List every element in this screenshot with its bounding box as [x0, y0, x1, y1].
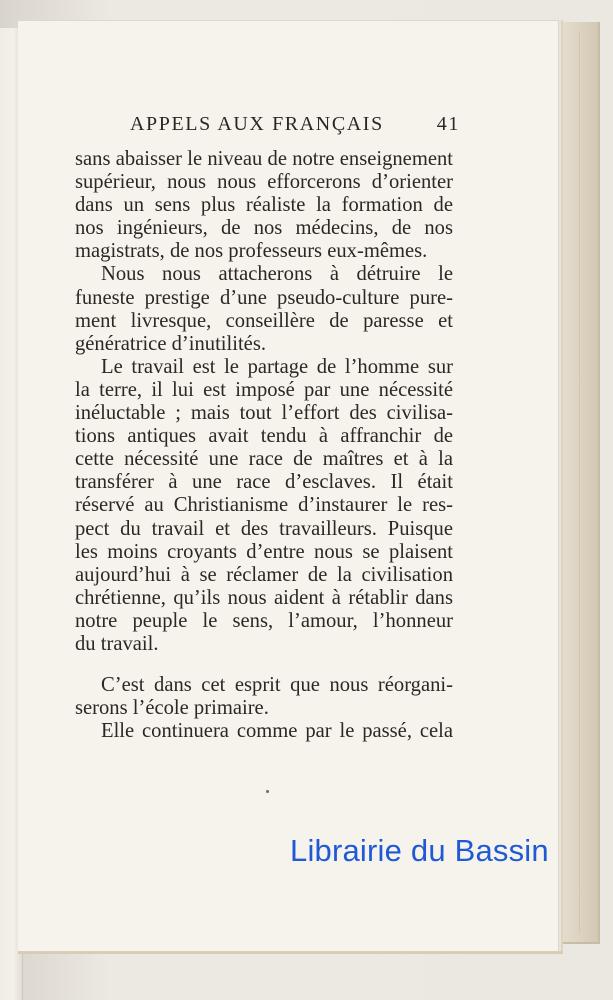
paragraph-3 [75, 356, 453, 656]
text-line: du travail. [75, 632, 159, 655]
text-line: notre peuple le sens, l’amour, l’honneur [75, 609, 453, 632]
printer-dot [266, 790, 269, 793]
text-line: Nous nous attacherons à détruire le [101, 263, 453, 286]
running-title: APPELS AUX FRANÇAIS [130, 113, 384, 135]
text-line: les moins croyants d’entre nous se plaisent [75, 540, 453, 563]
text-line: Elle continuera comme par le passé, cela [101, 720, 453, 743]
running-header [130, 113, 460, 136]
paragraph-1 [75, 148, 453, 263]
text-line: chrétienne, qu’ils nous aident à rétablir dans [75, 586, 453, 609]
text-line: nos ingénieurs, de nos médecins, de nos [75, 217, 453, 240]
text-line: magistrats, de nos professeurs eux-mêmes. [75, 240, 428, 263]
text-line: réservé au Christianisme d’instaurer le res- [75, 494, 453, 517]
paragraph-5 [75, 720, 453, 743]
watermark-text: Librairie du Bassin [290, 833, 549, 868]
text-line: supérieur, nous nous efforcerons d’orienter [75, 171, 453, 194]
text-line: serons l’école primaire. [75, 697, 269, 720]
text-line: aujourd’hui à se réclamer de la civilisation [75, 563, 453, 586]
text-line: cette nécessité une race de maîtres et à la [75, 448, 453, 471]
page-number: 41 [436, 113, 460, 135]
paragraph-4 [75, 674, 453, 720]
text-line: pect du travail et des travailleurs. Puisque [75, 517, 453, 540]
text-line: inéluctable ; mais tout l’effort des civilisa- [75, 402, 453, 425]
text-line: ment livresque, conseillère de paresse et [75, 309, 453, 332]
text-line: la terre, il lui est imposé par une nécessité [75, 378, 453, 401]
text-line: funeste prestige d’une pseudo-culture pure- [75, 286, 453, 309]
page-body [75, 148, 453, 743]
section-gap [75, 656, 453, 674]
text-line: dans un sens plus réaliste la formation de [75, 194, 453, 217]
text-line: Le travail est le partage de l’homme sur [101, 355, 453, 378]
text-line: C’est dans cet esprit que nous réorgani- [101, 674, 453, 697]
text-line: tions antiques avait tendu à affranchir de [75, 425, 453, 448]
text-line: génératrice d’inutilités. [75, 332, 266, 355]
text-line: sans abaisser le niveau de notre enseignement [75, 148, 453, 170]
paragraph-2 [75, 263, 453, 355]
text-line: transférer à une race d’esclaves. Il était [75, 471, 453, 494]
